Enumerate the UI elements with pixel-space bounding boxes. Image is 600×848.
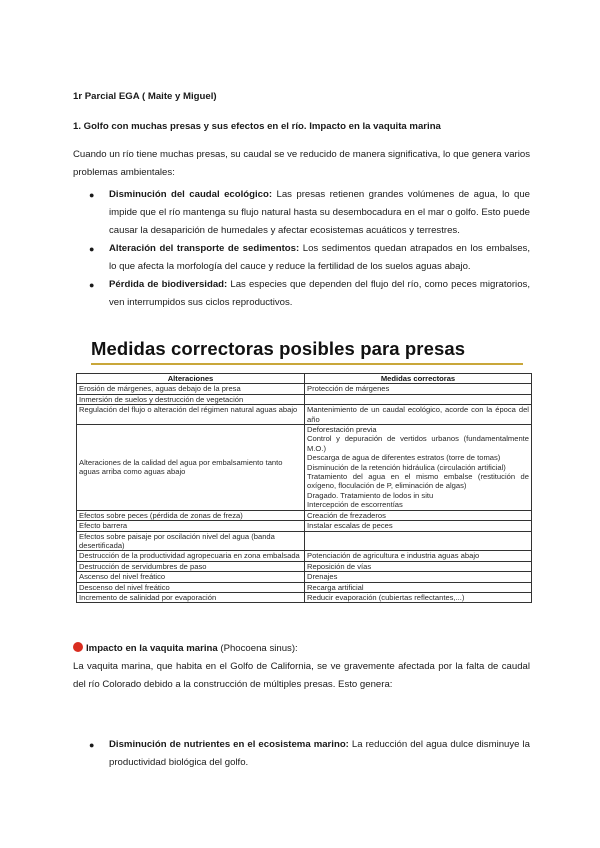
bullet-title: Alteración del transporte de sedimentos:	[109, 243, 300, 254]
table-cell: Reducir evaporación (cubiertas reflectantes,...)	[305, 592, 532, 602]
table-row	[77, 531, 532, 551]
table-cell: Destrucción de la productividad agropecuaria en zona embalsada	[77, 551, 305, 561]
table-row	[77, 582, 532, 592]
impact-heading	[73, 640, 298, 658]
column-header-alteraciones: Alteraciones	[77, 374, 305, 384]
table-cell: Inmersión de suelos y destrucción de vegetación	[77, 394, 305, 404]
list-item	[109, 276, 530, 312]
table-cell: Descenso del nivel freático	[77, 582, 305, 592]
figure-divider	[91, 363, 523, 365]
bullet-title: Pérdida de biodiversidad:	[109, 279, 228, 290]
list-item	[109, 736, 530, 772]
bullet-text: La reducción del agua dulce disminuye la productividad biológica del golfo.	[109, 739, 530, 768]
bullet-title: Disminución de nutrientes en el ecosistema marino:	[109, 739, 349, 750]
table-cell: Efectos sobre paisaje por oscilación nivel del agua (banda desertificada)	[77, 531, 305, 551]
corrective-measures-figure	[76, 338, 531, 634]
table-cell: Protección de márgenes	[305, 384, 532, 394]
table-row	[77, 394, 532, 404]
table-cell: Destrucción de servidumbres de paso	[77, 561, 305, 571]
table-row	[77, 405, 532, 425]
table-cell: Instalar escalas de peces	[305, 521, 532, 531]
table-cell: Incremento de salinidad por evaporación	[77, 592, 305, 602]
table-cell	[305, 531, 532, 551]
figure-title: Medidas correctoras posibles para presas	[91, 338, 466, 359]
measures-table	[76, 373, 532, 603]
column-header-medidas: Medidas correctoras	[305, 374, 532, 384]
table-row	[77, 384, 532, 394]
table-header-row	[77, 374, 532, 384]
table-row	[77, 561, 532, 571]
table-cell: Mantenimiento de un caudal ecológico, acorde con la época del año	[305, 405, 532, 425]
bullet-icon	[89, 736, 94, 754]
intro-paragraph: Cuando un río tiene muchas presas, su caudal se ve reducido de manera significativa, lo que genera varios problemas ambientales:	[73, 149, 530, 178]
table-row	[77, 551, 532, 561]
document-header: 1r Parcial EGA ( Maite y Miguel)	[73, 91, 217, 102]
effects-list	[109, 186, 530, 312]
table-cell	[305, 394, 532, 404]
impact-title: Impacto en la vaquita marina	[86, 643, 218, 654]
bullet-icon	[89, 186, 94, 204]
impact-paragraph: La vaquita marina, que habita en el Golfo de California, se ve gravemente afectada por la falta de caudal del río Colorado debido a la construcción de múltiples presas. Esto genera:	[73, 661, 530, 690]
table-cell: Recarga artificial	[305, 582, 532, 592]
table-row	[77, 425, 532, 511]
list-item	[109, 186, 530, 240]
section-title: 1. Golfo con muchas presas y sus efectos en el río. Impacto en la vaquita marina	[73, 121, 441, 132]
table-row	[77, 592, 532, 602]
table-cell: Drenajes	[305, 572, 532, 582]
bullet-icon	[89, 240, 94, 258]
impact-list	[109, 736, 530, 772]
bullet-text: Las especies que dependen del flujo del río, como peces migratorios, ven interrumpidos sus ciclos reproductivos.	[109, 279, 530, 308]
table-cell: Reposición de vías	[305, 561, 532, 571]
table-cell: Deforestación previa Control y depuración de vertidos urbanos (fundamentalmente M.O.) Descarga de agua de diferentes estratos (torre de tomas) Disminución de la retención hidráulica (circulación artificial) Tratamiento del agua en el mismo embalse (restitución de oxígeno, floculación de P, eliminación de algas) Dragado. Tratamiento de lodos in situ Intercepción de escorrentías	[305, 425, 532, 511]
table-cell: Efectos sobre peces (pérdida de zonas de freza)	[77, 510, 305, 520]
table-cell: Potenciación de agricultura e industria aguas abajo	[305, 551, 532, 561]
impact-species: (Phocoena sinus):	[217, 643, 298, 654]
list-item	[109, 240, 530, 276]
red-circle-icon	[73, 642, 83, 652]
table-row	[77, 510, 532, 520]
bullet-text: Las presas retienen grandes volúmenes de agua, lo que impide que el río mantenga su flujo natural hasta su desembocadura en el mar o golfo. Esto puede causar la desaparición de humedales y afectar ecosistemas acuáticos y terrestres.	[109, 189, 530, 236]
bullet-title: Disminución del caudal ecológico:	[109, 189, 273, 200]
table-cell: Regulación del flujo o alteración del régimen natural aguas abajo	[77, 405, 305, 425]
table-cell: Erosión de márgenes, aguas debajo de la presa	[77, 384, 305, 394]
table-row	[77, 572, 532, 582]
bullet-text: Los sedimentos quedan atrapados en los embalses, lo que afecta la morfología del cauce y reduce la fertilidad de los suelos aguas abajo.	[109, 243, 531, 272]
table-cell: Efecto barrera	[77, 521, 305, 531]
table-cell: Creación de frezaderos	[305, 510, 532, 520]
table-row	[77, 521, 532, 531]
table-cell: Ascenso del nivel freático	[77, 572, 305, 582]
table-cell: Alteraciones de la calidad del agua por embalsamiento tanto aguas arriba como aguas abajo	[77, 425, 305, 511]
bullet-icon	[89, 276, 94, 294]
